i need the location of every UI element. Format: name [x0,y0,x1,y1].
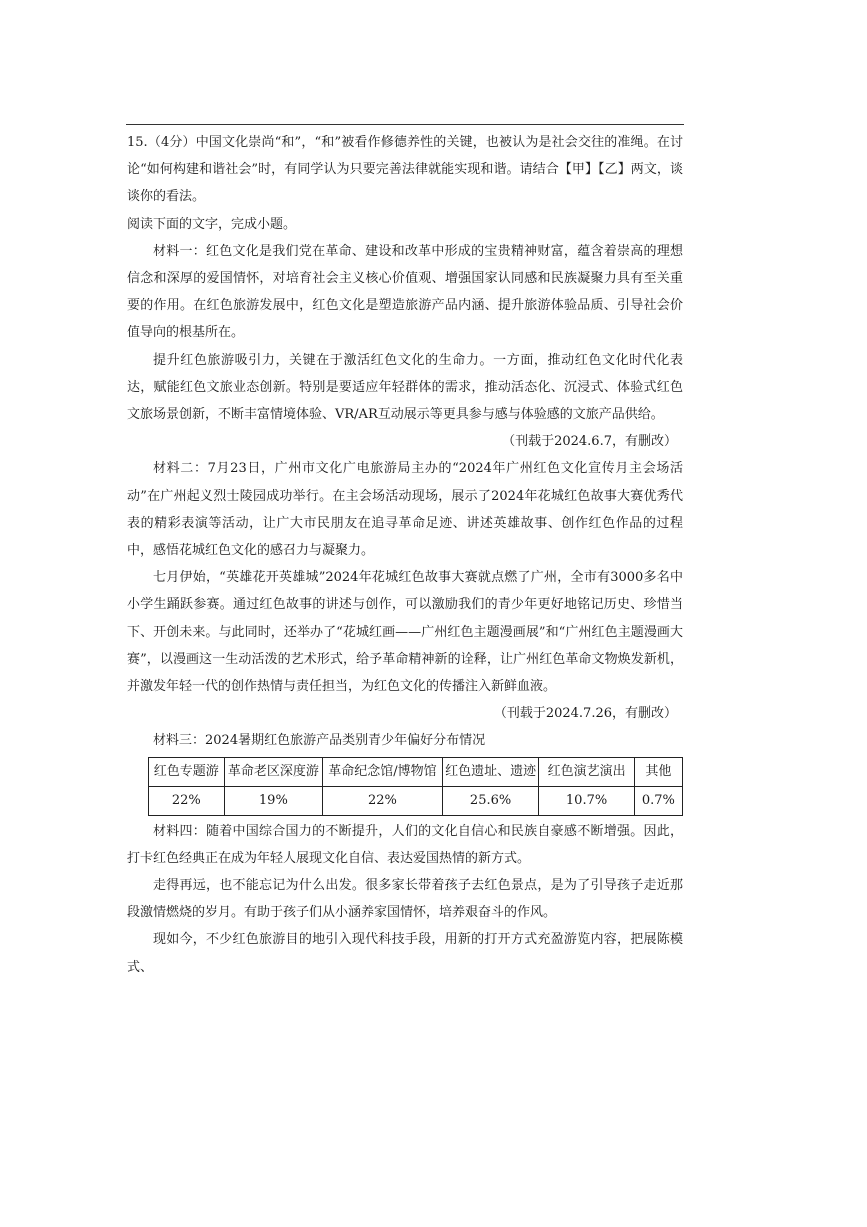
material2-source: （刊载于2024.7.26，有删改） [493,706,677,722]
table-header-cell: 红色演艺演出 [539,757,634,786]
table-value-cell: 22% [149,786,225,815]
table-value-cell: 0.7% [634,786,682,815]
table-header-cell: 红色遗址、遗迹 [442,757,539,786]
table-value-cell: 25.6% [442,786,539,815]
table-value-cell: 22% [323,786,443,815]
reading-instruction: 阅读下面的文字，完成小题。 [127,216,297,232]
top-rule [126,124,684,125]
question-15: 15.（4分）中国文化崇尚“和”，“和”被看作修德养性的关键，也被认为是社会交往的准绳。在讨论“如何构建和谐社会”时，有同学认为只要完善法律就能实现和谐。请结合【甲】【乙】两文，谈谈你的看法。 [127,135,683,205]
material4-paragraph1: 材料四：随着中国综合国力的不断提升，人们的文化自信心和民族自豪感不断增强。因此，打卡红色经典正在成为年轻人展现文化自信、表达爱国热情的新方式。 [127,823,683,866]
preference-table [148,757,683,816]
material1-paragraph2: 提升红色旅游吸引力，关键在于激活红色文化的生命力。一方面，推动红色文化时代化表达，赋能红色文旅业态创新。特别是要适应年轻群体的需求，推动活态化、沉浸式、体验式红色文旅场景创新，不断丰富情境体验、VR/AR互动展示等更具参与感与体验感的文旅产品供给。 [127,352,683,423]
table-header-row [149,757,683,786]
material4-paragraph2: 走得再远，也不能忘记为什么出发。很多家长带着孩子去红色景点，是为了引导孩子走近那段激情燃烧的岁月。有助于孩子们从小涵养家国情怀，培养艰奋斗的作风。 [127,878,683,921]
material1-paragraph1: 材料一：红色文化是我们党在革命、建设和改革中形成的宝贵精神财富，蕴含着崇高的理想信念和深厚的爱国情怀，对培育社会主义核心价值观、增强国家认同感和民族凝聚力具有至关重要的作用。在红色旅游发展中，红色文化是塑造旅游产品内涵、提升旅游体验品质、引导社会价值导向的根基所在。 [127,243,683,341]
table-value-row [149,786,683,815]
material2-paragraph2: 七月伊始，“英雄花开英雄城”2024年花城红色故事大赛就点燃了广州，全市有3000多名中小学生踊跃参赛。通过红色故事的讲述与创作，可以激励我们的青少年更好地铭记历史、珍惜当下、开创未来。与此同时，还举办了“花城红画——广州红色主题漫画展”和“广州红色主题漫画大赛”，以漫画这一生动活泼的艺术形式，给予革命精神新的诠释，让广州红色革命文物焕发新机，并激发年轻一代的创作热情与责任担当，为红色文化的传播注入新鲜血液。 [127,570,683,695]
table-header-cell: 革命纪念馆/博物馆 [323,757,443,786]
table-header-cell: 其他 [634,757,682,786]
material3-title: 材料三：2024暑期红色旅游产品类别青少年偏好分布情况 [153,733,486,749]
table-header-cell: 红色专题游 [149,757,225,786]
material4-paragraph3: 现如今，不少红色旅游目的地引入现代科技手段，用新的打开方式充盈游览内容，把展陈模式、 [127,932,683,975]
table-value-cell: 19% [224,786,323,815]
material2-paragraph1: 材料二：7月23日，广州市文化广电旅游局主办的“2024年广州红色文化宣传月主会场活动”在广州起义烈士陵园成功举行。在主会场活动现场，展示了2024年花城红色故事大赛优秀代表的精彩表演等活动，让广大市民朋友在追寻革命足迹、讲述英雄故事、创作红色作品的过程中，感悟花城红色文化的感召力与凝聚力。 [127,461,683,559]
table-header-cell: 革命老区深度游 [224,757,323,786]
document-body [127,129,683,981]
material1-source: （刊载于2024.6.7，有删改） [502,434,677,450]
table-value-cell: 10.7% [539,786,634,815]
